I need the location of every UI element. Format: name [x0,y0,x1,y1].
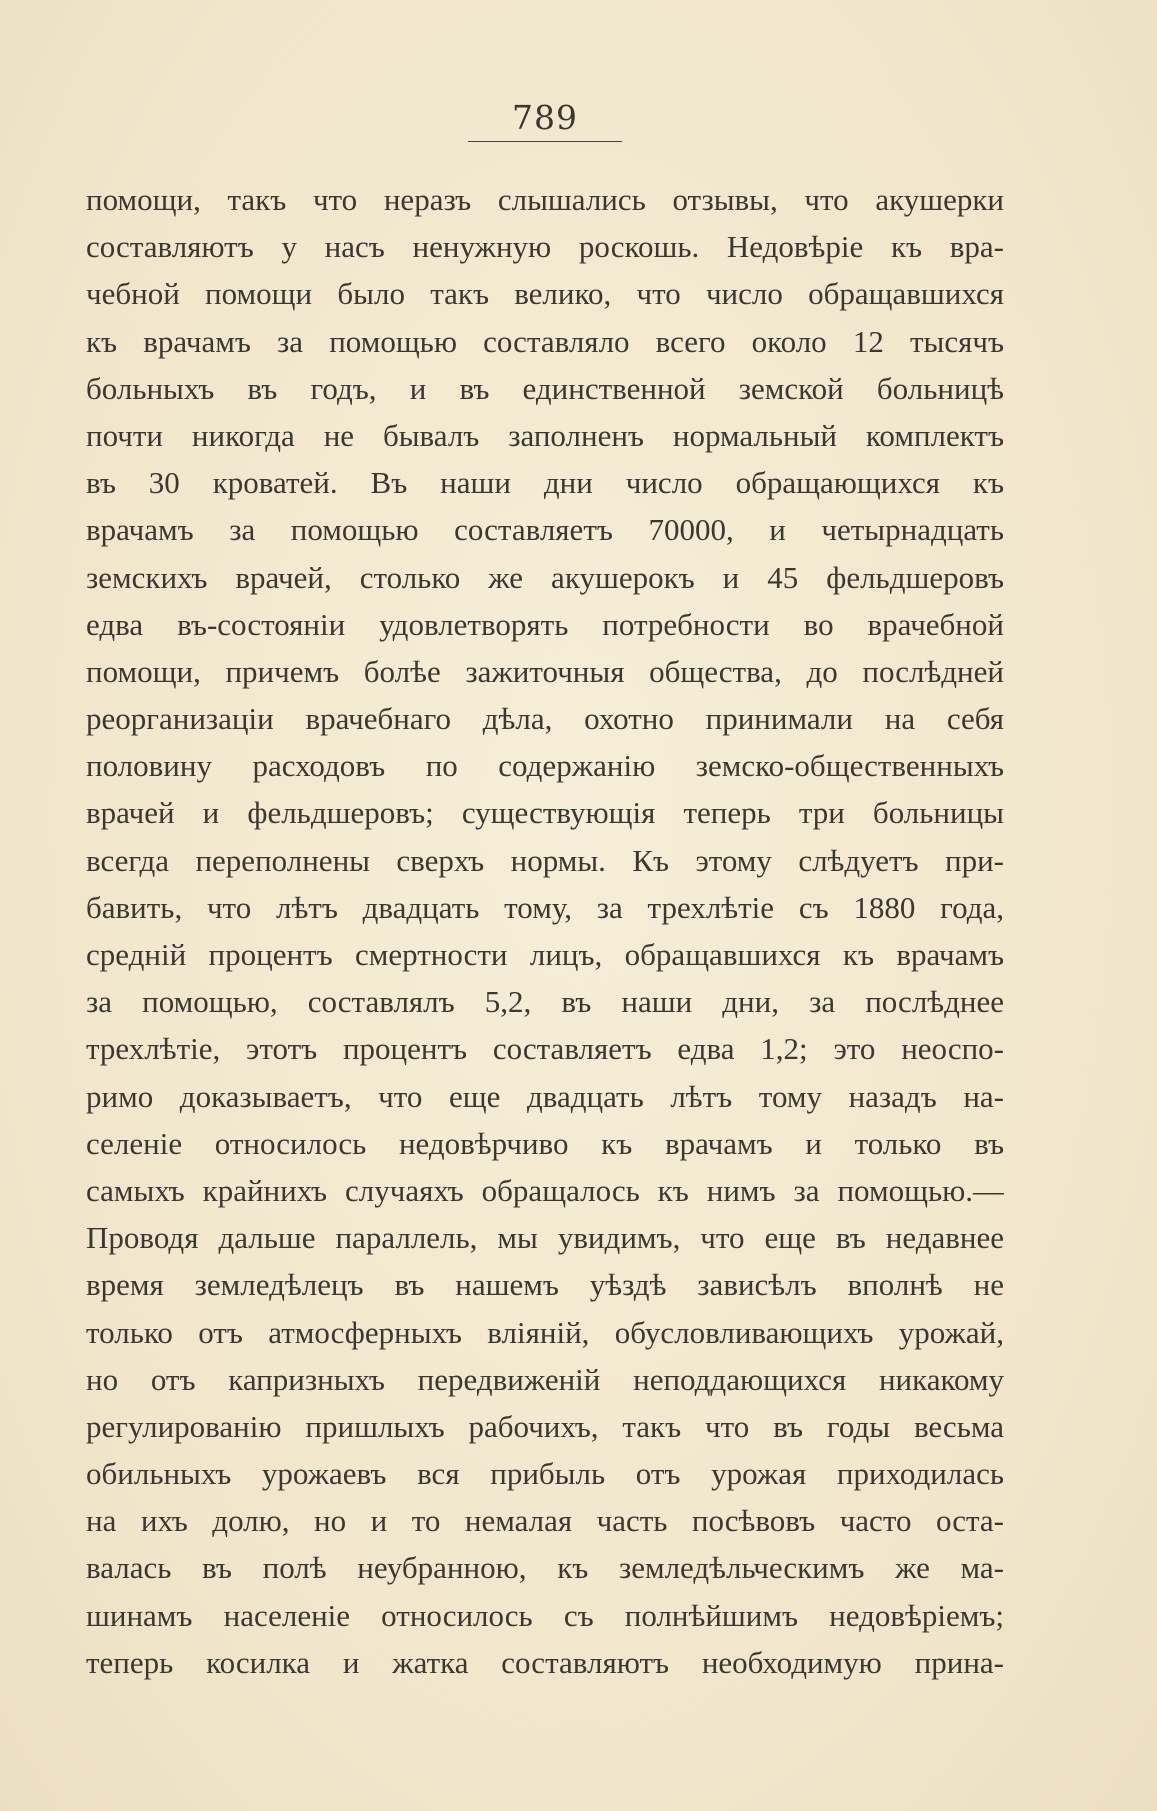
text-line: земскихъ врачей, столько же акушерокъ и 45 фельдшеровъ [86,559,1004,595]
text-line: составляютъ у насъ ненужную роскошь. Недовѣріе къ вра- [86,229,1004,265]
text-line: но отъ капризныхъ передвиженій неподдающихся никакому [86,1361,1004,1397]
text-line: врачей и фельдшеровъ; существующія теперь три больницы [86,795,1004,831]
text-line: всегда переполнены сверхъ нормы. Къ этому слѣдуетъ при- [86,842,1004,878]
text-line: почти никогда не бывалъ заполненъ нормальный комплектъ [86,417,1004,453]
text-line: обильныхъ урожаевъ вся прибыль отъ урожая приходилась [86,1456,1004,1492]
text-line: больныхъ въ годъ, и въ единственной земской больницѣ [86,370,1004,406]
body-text [86,176,1004,1686]
header-rule [468,141,622,142]
text-line: самыхъ крайнихъ случаяхъ обращалось къ нимъ за помощью.— [86,1172,1004,1208]
text-line: къ врачамъ за помощью составляло всего около 12 тысячъ [86,323,1004,359]
text-line: врачамъ за помощью составляетъ 70000, и четырнадцать [86,512,1004,548]
text-line: валась въ полѣ неубранною, къ земледѣльческимъ же ма- [86,1550,1004,1586]
text-line: Проводя дальше параллель, мы увидимъ, что еще въ недавнее [86,1220,1004,1256]
text-line: реорганизаціи врачебнаго дѣла, охотно принимали на себя [86,701,1004,737]
text-line: въ 30 кроватей. Въ наши дни число обращающихся къ [86,465,1004,501]
text-line: регулированію пришлыхъ рабочихъ, такъ что въ годы весьма [86,1408,1004,1444]
text-line: за помощью, составлялъ 5,2, въ наши дни, за послѣднее [86,984,1004,1020]
text-line: средній процентъ смертности лицъ, обращавшихся къ врачамъ [86,937,1004,972]
text-line: чебной помощи было такъ велико, что число обращавшихся [86,276,1004,312]
page-header [468,98,622,142]
text-line: бавить, что лѣтъ двадцать тому, за трехлѣтіе съ 1880 года, [86,889,1004,925]
text-line: трехлѣтіе, этотъ процентъ составляетъ едва 1,2; это неоспо- [86,1031,1004,1067]
text-line: теперь косилка и жатка составляютъ необходимую прина- [86,1644,1004,1680]
page-number: 789 [512,98,578,137]
text-line: помощи, причемъ болѣе зажиточныя общества, до послѣдней [86,653,1004,689]
text-line: римо доказываетъ, что еще двадцать лѣтъ тому назадъ на- [86,1078,1004,1114]
text-line: на ихъ долю, но и то немалая часть посѣвовъ часто оста- [86,1503,1004,1539]
text-line: помощи, такъ что неразъ слышались отзывы, что акушерки [86,182,1004,217]
text-line: половину расходовъ по содержанію земско-общественныхъ [86,748,1004,784]
text-line: шинамъ населеніе относилось съ полнѣйшимъ недовѣріемъ; [86,1597,1004,1633]
text-line: селеніе относилось недовѣрчиво къ врачамъ и только въ [86,1125,1004,1161]
text-line: едва въ-состояніи удовлетворять потребности во врачебной [86,606,1004,642]
text-line: только отъ атмосферныхъ вліяній, обусловливающихъ урожай, [86,1314,1004,1350]
text-line: время земледѣлецъ въ нашемъ уѣздѣ зависѣлъ вполнѣ не [86,1267,1004,1303]
